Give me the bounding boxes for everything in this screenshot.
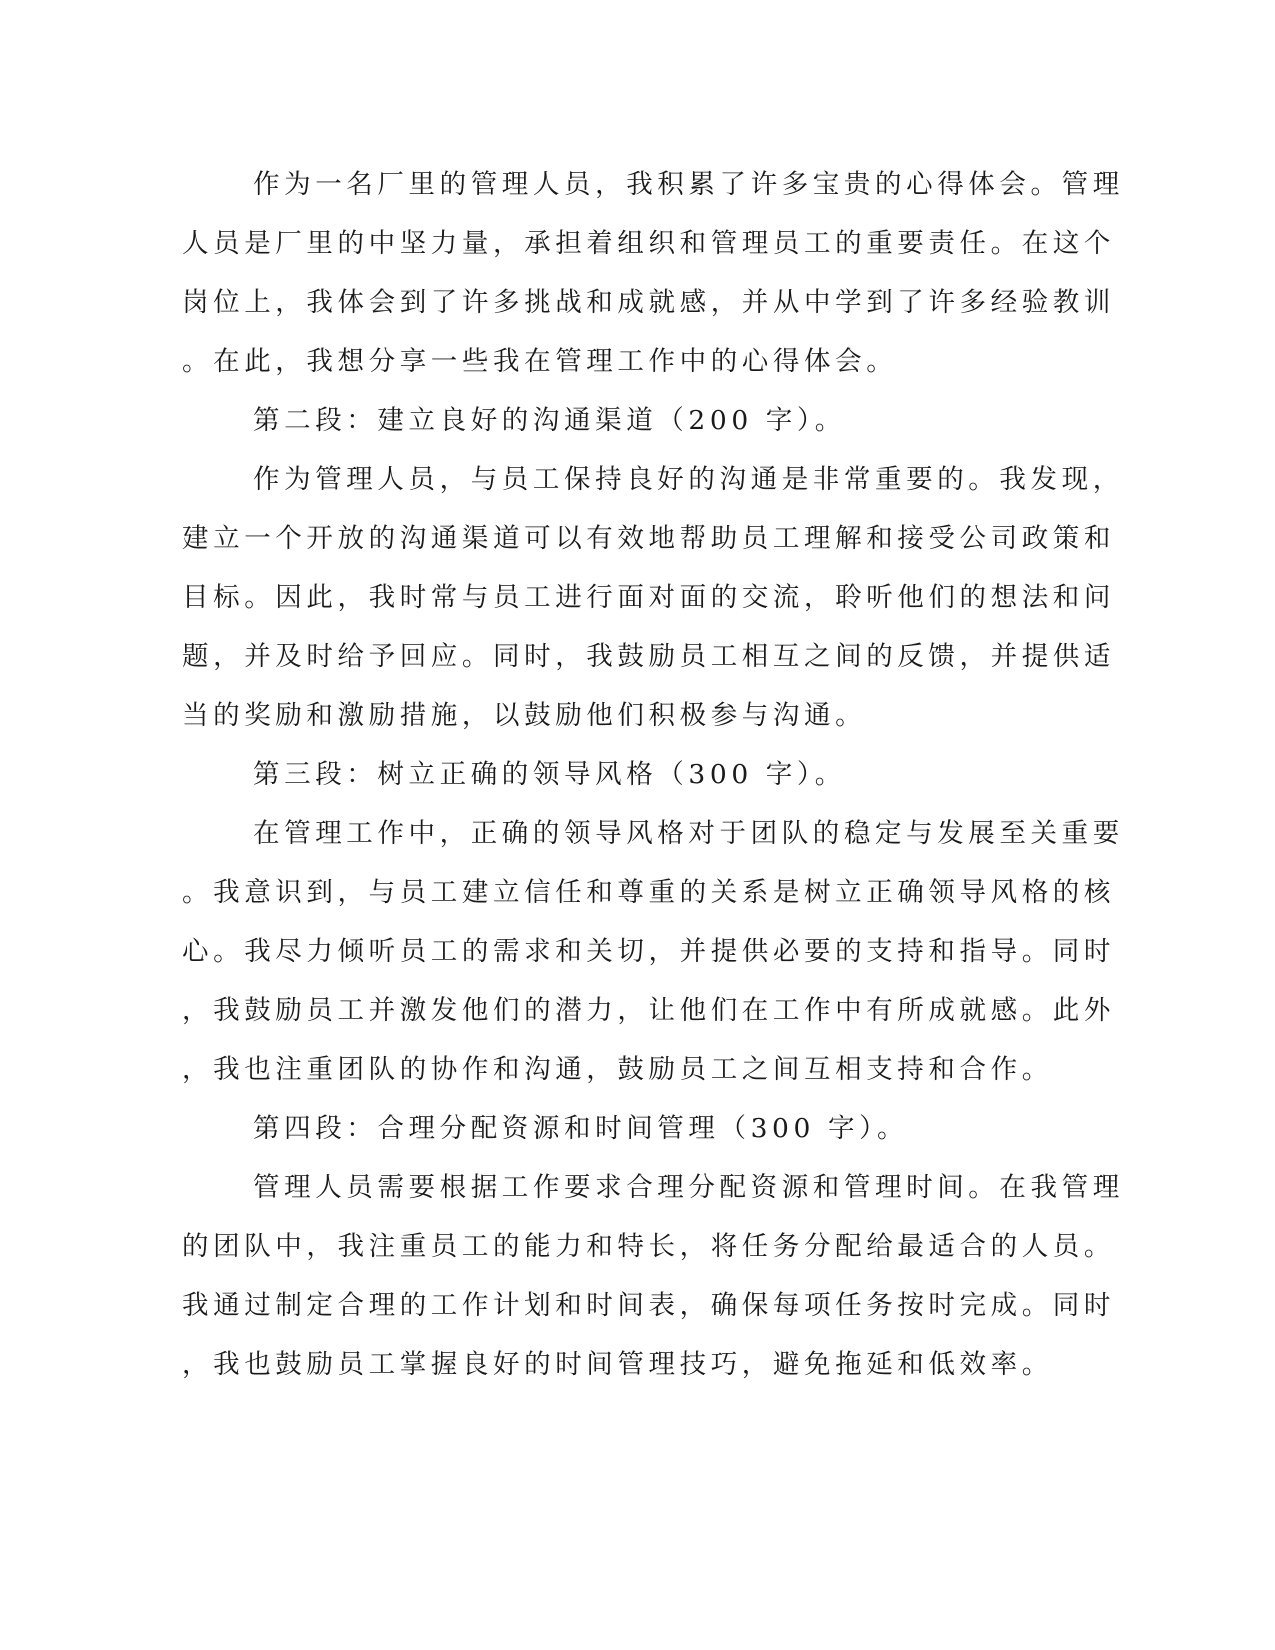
paragraph-line: ，我也鼓励员工掌握良好的时间管理技巧，避免拖延和低效率。 [182,1349,1053,1380]
paragraph-line: 目标。因此，我时常与员工进行面对面的交流，聆听他们的想法和问 [182,582,1115,613]
paragraph-line: 题，并及时给予回应。同时，我鼓励员工相互之间的反馈，并提供适 [182,641,1115,672]
paragraph-line: ，我鼓励员工并激发他们的潜力，让他们在工作中有所成就感。此外 [182,995,1115,1026]
paragraph-line: 管理人员需要根据工作要求合理分配资源和管理时间。在我管理 [253,1172,1124,1203]
paragraph-line: 心。我尽力倾听员工的需求和关切，并提供必要的支持和指导。同时 [182,936,1115,967]
paragraph-line: 作为管理人员，与员工保持良好的沟通是非常重要的。我发现， [253,464,1124,495]
document-body [182,155,1124,1394]
paragraph-line: 。我意识到，与员工建立信任和尊重的关系是树立正确领导风格的核 [182,877,1115,908]
paragraph-line: 当的奖励和激励措施，以鼓励他们积极参与沟通。 [182,700,867,731]
intro-paragraph [182,155,1124,391]
paragraph-line: 作为一名厂里的管理人员，我积累了许多宝贵的心得体会。管理 [253,169,1124,200]
section-4-heading [182,1099,1034,1158]
section-heading-text: 第三段：树立正确的领导风格（300 字）。 [253,759,846,790]
paragraph-line: 我通过制定合理的工作计划和时间表，确保每项任务按时完成。同时 [182,1290,1115,1321]
section-heading-text: 第四段：合理分配资源和时间管理（300 字）。 [253,1113,909,1144]
paragraph-line: 。在此，我想分享一些我在管理工作中的心得体会。 [182,346,898,377]
section-4-paragraph [182,1158,1124,1394]
paragraph-line: ，我也注重团队的协作和沟通，鼓励员工之间互相支持和合作。 [182,1054,1053,1085]
paragraph-line: 在管理工作中，正确的领导风格对于团队的稳定与发展至关重要 [253,818,1124,849]
section-heading-text: 第二段：建立良好的沟通渠道（200 字）。 [253,405,846,436]
section-2-heading [182,391,1034,450]
section-3-paragraph [182,804,1124,1099]
paragraph-line: 岗位上，我体会到了许多挑战和成就感，并从中学到了许多经验教训 [182,287,1115,318]
section-2-paragraph [182,450,1124,745]
paragraph-line: 建立一个开放的沟通渠道可以有效地帮助员工理解和接受公司政策和 [182,523,1115,554]
section-3-heading [182,745,1034,804]
paragraph-line: 的团队中，我注重员工的能力和特长，将任务分配给最适合的人员。 [182,1231,1115,1262]
paragraph-line: 人员是厂里的中坚力量，承担着组织和管理员工的重要责任。在这个 [182,228,1115,259]
